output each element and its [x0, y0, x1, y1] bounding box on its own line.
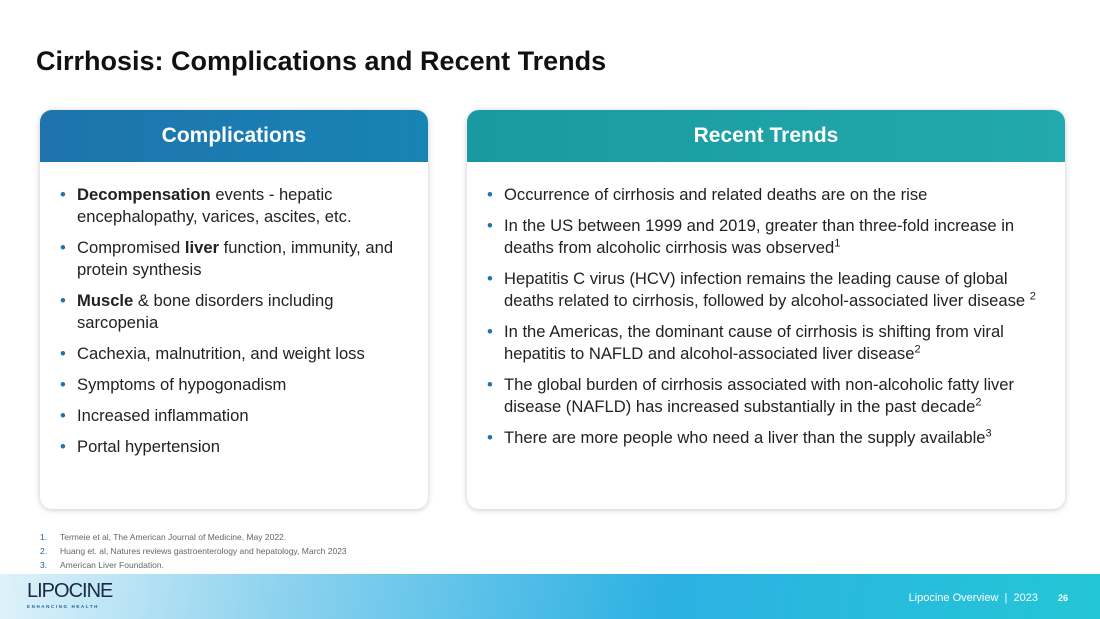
list-item [487, 374, 1049, 418]
footer-label: Lipocine Overview | 2023 [908, 592, 1038, 604]
list-item [487, 215, 1049, 259]
reference-number: 1. [40, 532, 48, 542]
list-item [60, 184, 412, 228]
recent-trends-card [467, 110, 1065, 509]
list-item [60, 405, 412, 427]
reference-number: 2. [40, 546, 48, 556]
item-text: Compromised [77, 238, 185, 257]
references [40, 530, 347, 572]
citation-superscript: 3 [985, 427, 992, 440]
list-item [487, 268, 1049, 312]
list-item [60, 343, 412, 365]
item-text: Increased inflammation [77, 406, 249, 425]
footer-bar [0, 574, 1100, 619]
lipocine-logo [27, 580, 112, 610]
list-item [60, 374, 412, 396]
item-text: There are more people who need a liver than the supply available [504, 428, 986, 447]
reference-number: 3. [40, 560, 48, 570]
citation-superscript: 2 [1029, 290, 1036, 303]
item-text: Hepatitis C virus (HCV) infection remains the leading cause of global deaths related to cirrhosis, followed by alcohol-associated liver disease [504, 269, 1030, 310]
item-text: & bone disorders including sarcopenia [77, 291, 334, 332]
item-text: Occurrence of cirrhosis and related deaths are on the rise [504, 185, 928, 204]
complications-card [40, 110, 428, 509]
reference-item [40, 530, 347, 544]
page-number: 26 [1057, 593, 1068, 603]
item-text: The global burden of cirrhosis associated with non-alcoholic fatty liver disease (NAFLD) has increased substantially in the past decade [504, 375, 1015, 416]
item-text: Cachexia, malnutrition, and weight loss [77, 344, 365, 363]
citation-superscript: 2 [975, 396, 982, 409]
item-text: function, immunity, and protein synthesis [77, 238, 394, 279]
item-bold: Decompensation [77, 185, 211, 204]
slide-title: Cirrhosis: Complications and Recent Trends [36, 46, 607, 76]
list-item [60, 237, 412, 281]
list-item [487, 321, 1049, 365]
item-text: In the Americas, the dominant cause of cirrhosis is shifting from viral hepatitis to NAFLD and alcohol-associated liver disease [504, 322, 1004, 363]
item-bold: liver [184, 238, 220, 257]
citation-superscript: 2 [914, 343, 921, 356]
list-item [60, 290, 412, 334]
list-item [60, 436, 412, 458]
recent-trends-header: Recent Trends [467, 110, 1065, 162]
reference-text: Termeie et al, The American Journal of Medicine, May 2022. [60, 532, 287, 542]
item-text: Symptoms of hypogonadism [77, 375, 287, 394]
reference-text: American Liver Foundation. [60, 560, 164, 570]
recent-trends-list [467, 162, 1065, 449]
logo-tagline: ENHANCING HEALTH [27, 604, 100, 609]
list-item [487, 184, 1049, 206]
item-text: events - hepatic encephalopathy, varices, ascites, etc. [77, 185, 352, 226]
reference-item [40, 544, 347, 558]
list-item [487, 427, 1049, 449]
reference-text: Huang et. al, Natures reviews gastroenterology and hepatology, March 2023 [60, 546, 347, 556]
logo-wordmark: LIPOCINE [27, 580, 113, 602]
reference-item [40, 558, 347, 572]
complications-list [40, 162, 428, 458]
item-text: In the US between 1999 and 2019, greater than three-fold increase in deaths from alcoholic cirrhosis was observed [504, 216, 1015, 257]
item-bold: Muscle [77, 291, 134, 310]
citation-superscript: 1 [834, 237, 841, 250]
item-text: Portal hypertension [77, 437, 220, 456]
complications-header: Complications [40, 110, 428, 162]
